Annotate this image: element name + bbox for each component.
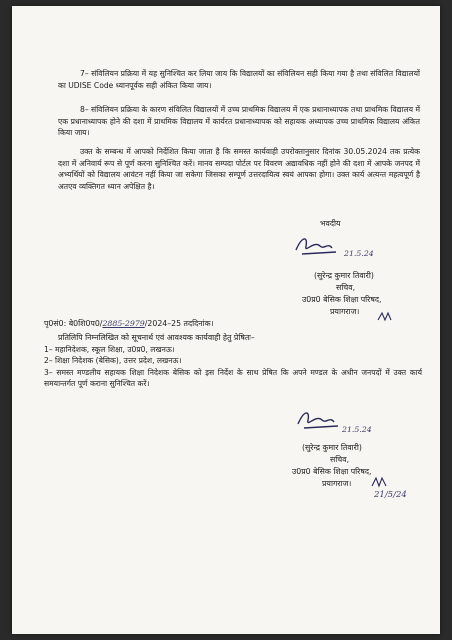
signer-city-1: प्रयागराज। [330,307,360,316]
signer-name-2: (सुरेन्द्र कुमार तिवारी) [302,443,362,452]
reference-handwritten-number: 2885-2979 [102,319,145,328]
reference-line: पृ0सं0: बे0शि0प0/2885-2979/2024–25 तददिनांक। [44,319,214,328]
copy-item: 3– समस्त मण्डलीय सहायक शिक्षा निदेशक बेसिक को इस निर्देश के साथ प्रेषित कि अपने मण्डल के अधीन जनपदों में उक्त कार्य समयान्तर्गत पूर्ण कराना सुनिश्चित करें। [44,367,422,389]
paragraph-7: 7– संविलियन प्रक्रिया में यह सुनिश्चित कर लिया जाय कि विद्यालयों का संविलियन सही किया गया है तथा संविलित विद्यालयों का UDISE Code ध्यानपूर्वक सही अंकित किया जाय। [58,69,420,90]
document-page [12,6,440,634]
copy-intro: प्रतिलिपि निम्नलिखित को सूचनार्थ एवं आवश्यक कार्यवाही हेतु प्रेषितः– [58,333,255,342]
signer-city-2: प्रयागराज। [322,479,352,488]
signer-office-1: उ0प्र0 बेसिक शिक्षा परिषद, [302,295,382,304]
signer-designation-1: सचिव, [336,283,356,292]
signature-2-date: 21.5.24 [342,425,372,434]
copy-list [44,344,422,390]
closing-bhavdiya: भवदीय [320,219,341,228]
signature-1 [292,232,352,260]
signature-1-date: 21.5.24 [344,249,374,258]
signer-name-1: (सुरेन्द्र कुमार तिवारी) [314,271,374,280]
copy-item: 2– शिक्षा निदेशक (बेसिक), उत्तर प्रदेश, लखनऊ। [44,356,182,366]
initials-mark-1 [376,310,396,324]
initials-mark-2 [370,474,392,490]
handwritten-note-date: 21/5/24 [374,490,407,500]
paragraph-8: 8– संविलियन प्रक्रिया के कारण संविलित विद्यालयों में उच्च प्राथमिक विद्यालय में एक प्रधानाध्यापक तथा प्राथमिक विद्यालय में एक प्रधानाध्यापक होने की दशा में प्राथमिक विद्यालय में कार्यरत प्रधानाध्यापक को सहायक अध्यापक उच्च प्राथमिक विद्यालय अंकित किया जाय। [58,105,420,138]
paragraph-main: उक्त के सम्बन्ध में आपको निर्देशित किया जाता है कि समस्त कार्यवाही उपरोक्तानुसार दिनांक 30.05.2024 तक प्रत्येक दशा में अनिवार्य रूप से पूर्ण करना सुनिश्चित करें। मानव सम्पदा पोर्टल पर विवरण अद्यावधिक नहीं होने की दशा में आपके जनपद में अभ्यर्थियों को विद्यालय आवंटन नहीं किया जा सकेगा जिसका सम्पूर्ण उत्तरदायित्व स्वयं आपका होगा। उक्त कार्य अत्यन्त महत्वपूर्ण है अतएव व्यक्तिगत ध्यान अपेक्षित है। [58,147,420,191]
copy-item: 1– महानिदेशक, स्कूल शिक्षा, उ0प्र0, लखनऊ। [44,345,175,354]
signer-designation-2: सचिव, [330,455,350,464]
signer-office-2: उ0प्र0 बेसिक शिक्षा परिषद, [292,467,372,476]
